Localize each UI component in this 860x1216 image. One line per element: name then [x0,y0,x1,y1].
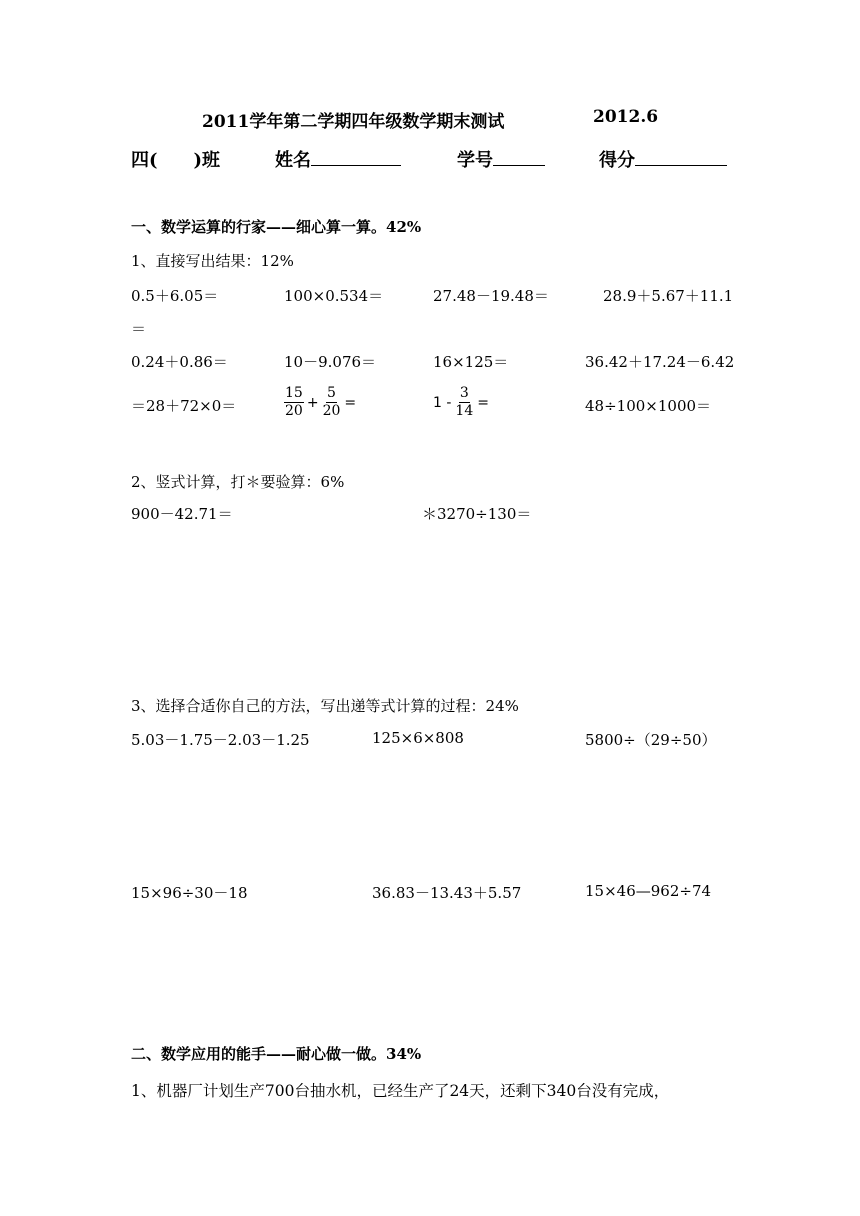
fraction: $\frac{5}{20}$ [322,385,341,419]
section2-q1: 1、机器厂计划生产700台抽水机，已经生产了24天，还剩下340台没有完成， [131,1082,670,1100]
q1-item-8-wrap: ＝28＋72×0＝ [131,397,237,415]
q1-item-2: 100×0.534＝ [284,287,384,305]
student-id-field [457,146,545,172]
q1-item-8: 36.42＋17.24－6.42 [585,353,735,371]
name-field [275,146,401,172]
name-label: 姓名 [275,150,311,171]
q3-item-3: 5800÷（29÷50） [585,731,717,749]
q1-item-11: 48÷100×1000＝ [585,397,712,415]
q1-item-10: 1 - $\frac{3}{14}$ = [433,385,489,419]
section2-heading: 二、数学应用的能手——耐心做一做。34% [131,1045,422,1063]
score-blank[interactable] [635,147,727,166]
name-blank[interactable] [311,147,401,166]
q3-item-5: 36.83－13.43＋5.57 [372,884,522,902]
exam-title [202,107,504,132]
q1-item-3: 27.48－19.48＝ [433,287,549,305]
exam-date: 2012.6 [593,107,659,127]
q3-item-4: 15×96÷30－18 [131,884,248,902]
q1-item-6: 10－9.076＝ [284,353,377,371]
q1-item-4: 28.9＋5.67＋11.1 [603,287,734,305]
q3-title: 3、选择合适你自己的方法，写出递等式计算的过程：24% [131,697,519,715]
q1-item-1: 0.5＋6.05＝ [131,287,219,305]
q1-item-5: 0.24＋0.86＝ [131,353,228,371]
score-label: 得分 [599,150,635,171]
q2-item-2: ＊3270÷130＝ [422,505,532,523]
student-id-label: 学号 [457,150,493,171]
q1-item-4-wrap: ＝ [131,320,147,338]
q1-item-9: $\frac{15}{20}$ + $\frac{5}{20}$ = [285,385,357,419]
score-field [599,146,727,172]
student-id-blank[interactable] [493,147,545,166]
q3-item-1: 5.03－1.75－2.03－1.25 [131,731,310,749]
q3-item-6: 15×46—962÷74 [585,882,712,900]
q2-title: 2、竖式计算，打＊要验算：6% [131,473,345,491]
title-text: 2011学年第二学期四年级数学期末测试 [202,112,505,132]
fraction: $\frac{15}{20}$ [285,385,303,419]
q1-title: 1、直接写出结果：12% [131,252,294,270]
class-field: 四( )班 [131,150,221,171]
fraction: $\frac{3}{14}$ [455,385,474,419]
q2-item-1: 900－42.71＝ [131,505,233,523]
section1-heading: 一、数学运算的行家——细心算一算。42% [131,218,422,236]
q1-item-7: 16×125＝ [433,353,509,371]
q3-item-2: 125×6×808 [372,729,464,747]
